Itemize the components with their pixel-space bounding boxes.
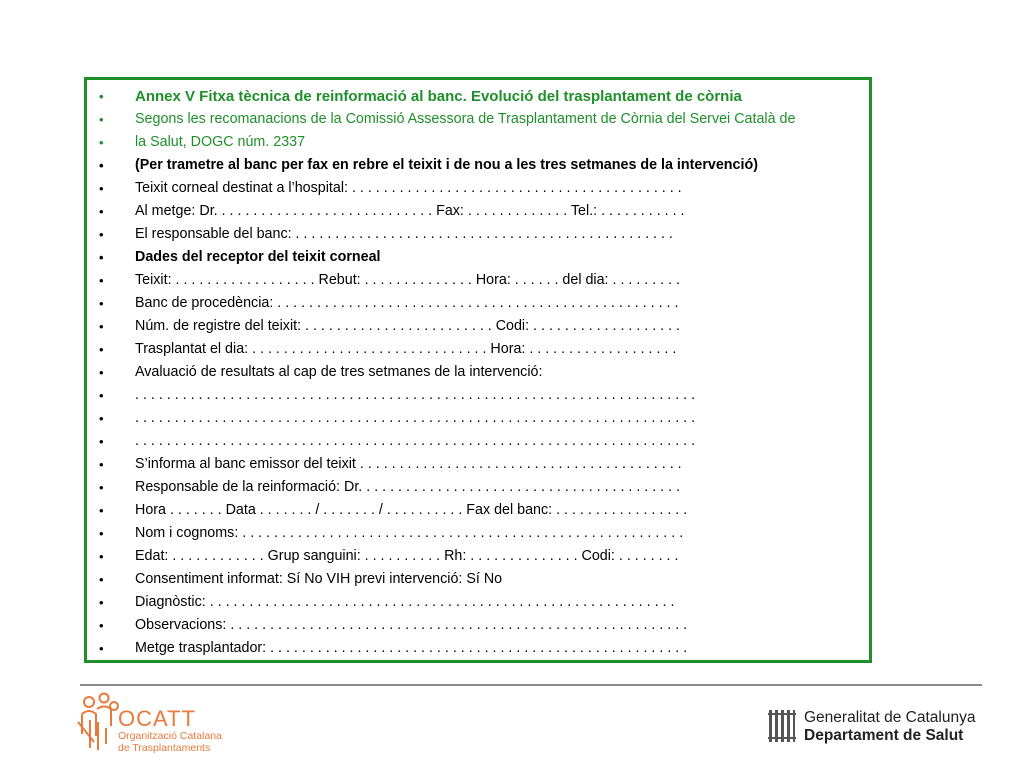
bullet-icon: • xyxy=(99,135,104,150)
form-line-text: Al metge: Dr. . . . . . . . . . . . . . . . . . . . . . . . . . . . Fax: . . . . . . . . . . . . . Tel.: . . . . . . . . . . . xyxy=(135,203,685,219)
bullet-icon: • xyxy=(99,457,104,472)
form-line-text: Trasplantat el dia: . . . . . . . . . . . . . . . . . . . . . . . . . . . . . . Hora: . . . . . . . . . . . . . . . . . . . xyxy=(135,341,677,357)
department-name: Departament de Salut xyxy=(804,727,964,744)
form-line-17 xyxy=(97,453,867,476)
bullet-icon: • xyxy=(99,319,104,334)
bullet-icon: • xyxy=(99,618,104,633)
form-line-text: Hora . . . . . . . Data . . . . . . . / . . . . . . . / . . . . . . . . . . Fax del banc: . . . . . . . . . . . . . . . . . xyxy=(135,502,688,518)
form-line-text: Dades del receptor del teixit corneal xyxy=(135,249,381,265)
bullet-icon: • xyxy=(99,204,104,219)
form-line-4 xyxy=(97,154,867,177)
form-line-10 xyxy=(97,292,867,315)
bullet-icon: • xyxy=(99,526,104,541)
bullet-icon: • xyxy=(99,434,104,449)
form-line-8 xyxy=(97,246,867,269)
form-line-3 xyxy=(97,131,867,154)
bullet-icon: • xyxy=(99,181,104,196)
form-line-21 xyxy=(97,545,867,568)
bullet-icon: • xyxy=(99,158,104,173)
form-line-text: Banc de procedència: . . . . . . . . . . . . . . . . . . . . . . . . . . . . . . . . . . . . . . . . . . . . . . . . . . . xyxy=(135,295,679,311)
form-line-text: . . . . . . . . . . . . . . . . . . . . . . . . . . . . . . . . . . . . . . . . . . . . . . . . . . . . . . . . . . . . . . . . . . . . . . . xyxy=(135,433,696,449)
form-line-18 xyxy=(97,476,867,499)
form-line-text: Consentiment informat: Sí No VIH previ intervenció: Sí No xyxy=(135,571,503,587)
form-line-text: Avaluació de resultats al cap de tres setmanes de la intervenció: xyxy=(135,364,543,380)
ocatt-name: OCATT xyxy=(118,706,196,731)
bullet-icon: • xyxy=(99,595,104,610)
bullet-icon: • xyxy=(99,549,104,564)
ocatt-subtitle-line2: de Trasplantaments xyxy=(118,742,211,754)
form-line-text: Teixit corneal destinat a l’hospital: . . . . . . . . . . . . . . . . . . . . . . . . . . . . . . . . . . . . . . . . . . xyxy=(135,180,682,196)
ocatt-logo xyxy=(76,692,246,756)
bullet-icon: • xyxy=(99,112,104,127)
bullet-icon: • xyxy=(99,480,104,495)
form-line-text: (Per trametre al banc per fax en rebre el teixit i de nou a les tres setmanes de la intervenció) xyxy=(135,157,758,173)
form-line-text: Teixit: . . . . . . . . . . . . . . . . . . Rebut: . . . . . . . . . . . . . . Hora: . . . . . . del dia: . . . . . . . . . xyxy=(135,272,681,288)
generalitat-name: Generalitat de Catalunya xyxy=(804,709,976,726)
form-line-5 xyxy=(97,177,867,200)
form-line-16 xyxy=(97,430,867,453)
form-line-9 xyxy=(97,269,867,292)
ocatt-subtitle-line1: Organització Catalana xyxy=(118,730,222,742)
form-line-20 xyxy=(97,522,867,545)
bullet-icon: • xyxy=(99,342,104,357)
form-line-text: . . . . . . . . . . . . . . . . . . . . . . . . . . . . . . . . . . . . . . . . . . . . . . . . . . . . . . . . . . . . . . . . . . . . . . . xyxy=(135,410,696,426)
form-frame xyxy=(84,77,872,663)
form-line-text: Núm. de registre del teixit: . . . . . . . . . . . . . . . . . . . . . . . . Codi: . . . . . . . . . . . . . . . . . . . xyxy=(135,318,681,334)
bullet-icon: • xyxy=(99,411,104,426)
form-line-24 xyxy=(97,614,867,637)
form-line-text: la Salut, DOGC núm. 2337 xyxy=(135,134,306,150)
bullet-icon: • xyxy=(99,365,104,380)
form-line-13 xyxy=(97,361,867,384)
bullet-icon: • xyxy=(99,503,104,518)
bullet-icon: • xyxy=(99,250,104,265)
form-line-7 xyxy=(97,223,867,246)
footer-divider xyxy=(80,684,982,686)
form-line-15 xyxy=(97,407,867,430)
form-line-text: S’informa al banc emissor del teixit . . . . . . . . . . . . . . . . . . . . . . . . . . . . . . . . . . . . . . . . . xyxy=(135,456,682,472)
form-line-23 xyxy=(97,591,867,614)
form-line-6 xyxy=(97,200,867,223)
form-line-text: Annex V Fitxa tècnica de reinformació al banc. Evolució del trasplantament de còrnia xyxy=(135,88,742,105)
form-line-text: Nom i cognoms: . . . . . . . . . . . . . . . . . . . . . . . . . . . . . . . . . . . . . . . . . . . . . . . . . . . . . . . . xyxy=(135,525,684,541)
form-line-1 xyxy=(97,85,867,108)
form-line-14 xyxy=(97,384,867,407)
form-line-text: Edat: . . . . . . . . . . . . Grup sanguini: . . . . . . . . . . Rh: . . . . . . . . . . . . . . Codi: . . . . . . . . xyxy=(135,548,679,564)
form-line-text: Observacions: . . . . . . . . . . . . . . . . . . . . . . . . . . . . . . . . . . . . . . . . . . . . . . . . . . . . . . . . . . xyxy=(135,617,688,633)
form-line-2 xyxy=(97,108,867,131)
ocatt-people-icon xyxy=(76,692,120,754)
form-line-text: Segons les recomanacions de la Comissió Assessora de Trasplantament de Còrnia del Servei Català de xyxy=(135,111,796,127)
bullet-icon: • xyxy=(99,273,104,288)
bullet-icon: • xyxy=(99,388,104,403)
form-line-19 xyxy=(97,499,867,522)
bullet-icon: • xyxy=(99,641,104,656)
bullet-icon: • xyxy=(99,89,104,104)
form-line-text: Metge trasplantador: . . . . . . . . . . . . . . . . . . . . . . . . . . . . . . . . . . . . . . . . . . . . . . . . . . . . . xyxy=(135,640,688,656)
form-line-text: El responsable del banc: . . . . . . . . . . . . . . . . . . . . . . . . . . . . . . . . . . . . . . . . . . . . . . . . xyxy=(135,226,673,242)
bullet-icon: • xyxy=(99,227,104,242)
generalitat-emblem-icon xyxy=(768,710,796,742)
form-line-12 xyxy=(97,338,867,361)
form-line-22 xyxy=(97,568,867,591)
bullet-icon: • xyxy=(99,296,104,311)
form-line-text: Diagnòstic: . . . . . . . . . . . . . . . . . . . . . . . . . . . . . . . . . . . . . . . . . . . . . . . . . . . . . . . . . . . xyxy=(135,594,675,610)
form-line-text: . . . . . . . . . . . . . . . . . . . . . . . . . . . . . . . . . . . . . . . . . . . . . . . . . . . . . . . . . . . . . . . . . . . . . . . xyxy=(135,387,696,403)
form-line-25 xyxy=(97,637,867,660)
form-bullet-list xyxy=(97,85,867,660)
form-line-11 xyxy=(97,315,867,338)
bullet-icon: • xyxy=(99,572,104,587)
generalitat-logo xyxy=(768,708,998,744)
form-line-text: Responsable de la reinformació: Dr. . . . . . . . . . . . . . . . . . . . . . . . . . . . . . . . . . . . . . . . . xyxy=(135,479,681,495)
